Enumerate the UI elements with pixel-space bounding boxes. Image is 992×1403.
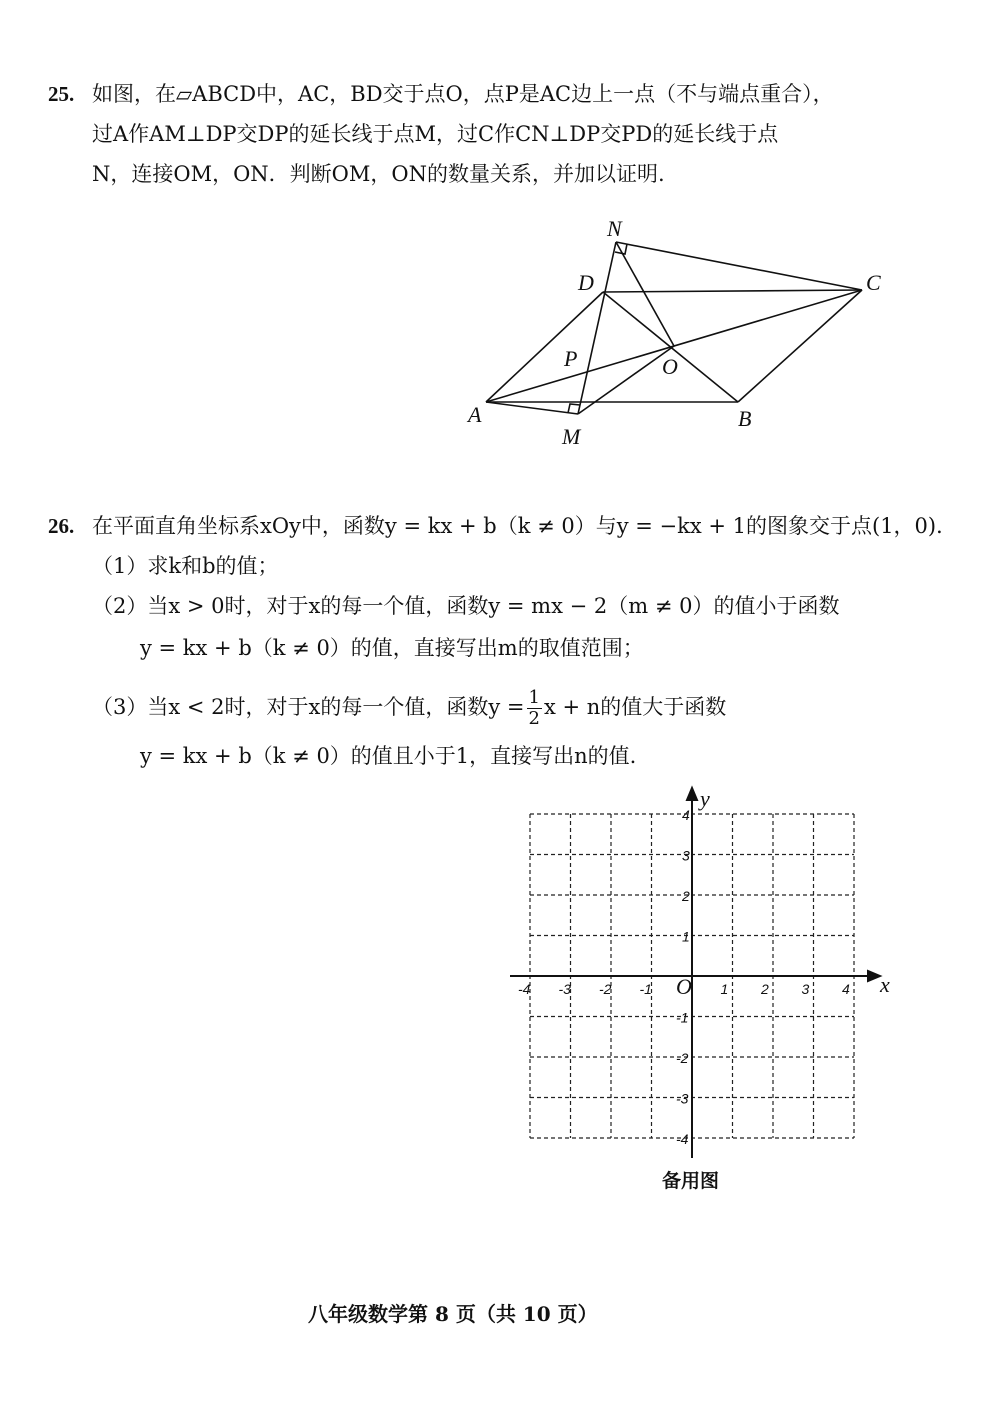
q26-part2b: y = kx + b（k ≠ 0）的值，直接写出m的取值范围； <box>140 636 644 660</box>
x-axis-arrow <box>868 971 880 981</box>
y-axis-arrow <box>687 788 697 800</box>
x-tick-label: -3 <box>558 981 571 997</box>
x-tick-label: -4 <box>518 981 531 997</box>
x-tick-label: -1 <box>639 981 652 997</box>
x-tick-label: 1 <box>720 981 729 997</box>
q25-number: 25. <box>48 82 75 106</box>
q26-number: 26. <box>48 514 75 538</box>
label-D: D <box>578 270 594 295</box>
label-O: O <box>662 354 678 379</box>
fraction-denominator: 2 <box>528 708 540 729</box>
x-tick-label: 2 <box>761 981 769 997</box>
y-tick-label: -2 <box>676 1050 689 1066</box>
grid-caption: 备用图 <box>662 1170 720 1192</box>
label-A: A <box>468 402 482 427</box>
label-B: B <box>738 406 752 431</box>
q25-line3: N，连接OM，ON．判断OM，ON的数量关系，并加以证明. <box>92 162 665 186</box>
y-tick-label: 3 <box>682 847 690 864</box>
label-C: C <box>866 270 881 295</box>
fraction-numerator: 1 <box>528 687 540 708</box>
y-tick-label: 2 <box>682 888 690 904</box>
label-N: N <box>607 216 622 241</box>
y-tick-label: 4 <box>682 807 690 823</box>
x-tick-label: 4 <box>842 981 850 997</box>
q25-line2: 过A作AM⊥DP交DP的延长线于点M，过C作CN⊥DP交PD的延长线于点 <box>92 122 779 146</box>
q26-part2a: （2）当x > 0时，对于x的每一个值，函数y = mx − 2（m ≠ 0）的值小于函数 <box>92 594 840 618</box>
q26-part3a-post: x + n的值大于函数 <box>543 695 727 719</box>
q26-part1: （1）求k和b的值； <box>92 554 279 578</box>
origin-label: O <box>676 974 692 999</box>
x-axis-label: x <box>880 972 890 997</box>
x-tick-label: -2 <box>599 981 612 997</box>
y-tick-label: -1 <box>676 1009 689 1026</box>
q26-part3a-pre: （3）当x < 2时，对于x的每一个值，函数y = <box>92 695 525 719</box>
y-tick-label: -3 <box>676 1090 689 1107</box>
q26-part3b: y = kx + b（k ≠ 0）的值且小于1，直接写出n的值. <box>140 744 637 768</box>
q26-text-1: 在平面直角坐标系xOy中，函数y = kx + b（k ≠ 0）与y = −kx + 1的图象交于点(1，0)． <box>92 514 958 538</box>
label-P: P <box>564 346 578 371</box>
q25-text-1: 如图，在▱ABCD中，AC，BD交于点O，点P是AC边上一点（不与端点重合）， <box>92 82 834 106</box>
y-axis-label: y <box>700 786 710 811</box>
y-tick-label: -4 <box>676 1131 689 1147</box>
x-tick-label: 3 <box>801 981 810 997</box>
y-tick-label: 1 <box>682 928 690 945</box>
page-footer: 八年级数学第 8 页（共 10 页） <box>308 1302 598 1326</box>
label-M: M <box>562 424 581 449</box>
